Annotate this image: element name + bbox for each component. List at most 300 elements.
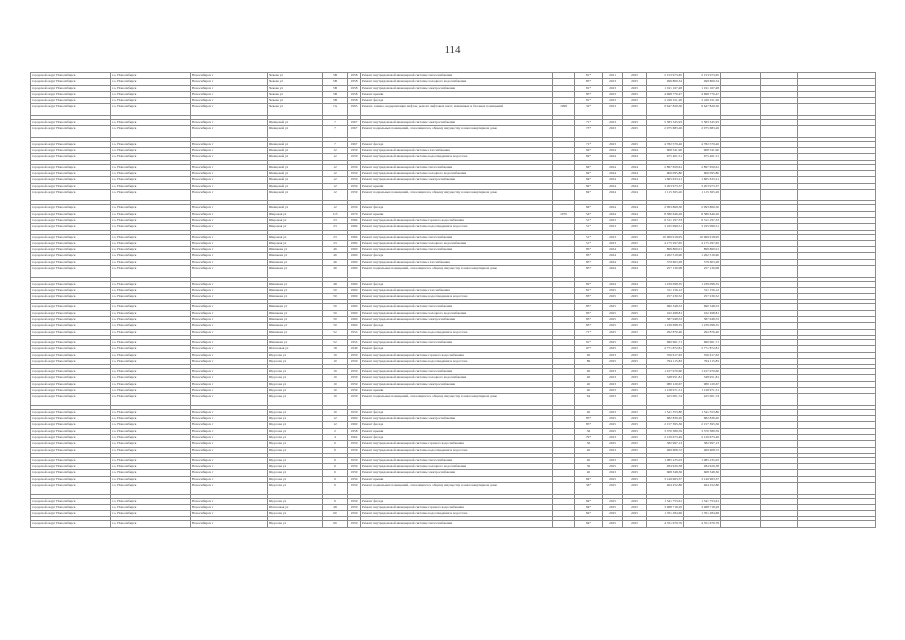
cell-cost-total: 10 969 918,95 [647,234,684,240]
cell-cost-total: 675 461,51 [647,154,684,160]
cell-year-built: 1959 [348,387,361,393]
cell-municipality: городской округ Новосибирск [31,234,111,240]
cell-district: г.о. Новосибирск [111,119,191,125]
cell-cost-fund: 668 348,36 [684,470,721,476]
cell-street: Шевцовой ул [268,141,323,147]
cell-cost-fund: 4 175 297,65 [684,240,721,246]
cell-locality: Новосибирск г [191,310,268,316]
cell-work-type: Ремонт фасада [361,498,553,504]
cell-district: г.о. Новосибирск [111,521,191,527]
cell-work-type: Ремонт фасада [361,98,553,104]
cell-street: Шишкова ул [268,253,323,259]
cell-locality: Новосибирск г [191,170,268,176]
cell-cost-total: 1 665 633,21 [647,177,684,183]
table-row [31,521,876,527]
cell-municipality: городской округ Новосибирск [31,205,111,211]
cell-end-year: 2025 [623,352,647,358]
cell-work-type: Ремонт внутридомовой инженерной системы горячего водоснабжения [361,441,553,447]
cell-municipality: городской округ Новосибирск [31,177,111,183]
cell-cost-total: 606 095,80 [647,170,684,176]
cell-cost-fund: 162 498,81 [684,310,721,316]
cell-house: 7А [323,104,348,116]
cell-locality: Новосибирск г [191,154,268,160]
cell-street: Чекова ул [268,91,323,97]
cell-street: Шевцовой ул [268,183,323,189]
cell-locality: Новосибирск г [191,211,268,217]
cell-lift-year [553,266,575,278]
cell-street: Шевцовой ул [268,119,323,125]
cell-cost-total: 4 782 579,46 [647,141,684,147]
cell-end-year: 2025 [623,470,647,476]
cell-start-year: 2023 [603,79,623,85]
cell-cost-fund: 1 239 098,35 [684,281,721,287]
cell-end-year: 2025 [623,346,647,352]
cell-wear: 85* [575,259,603,265]
cell-work-type: Ремонт фасада [361,422,553,428]
cell-wear: 51* [575,240,603,246]
cell-municipality: городской округ Новосибирск [31,434,111,440]
cell-year-built: 1995 [348,104,361,116]
cell-year-built: 1959 [348,511,361,517]
cell-cost-fund: 1 665 633,21 [684,177,721,183]
cell-street: Щорсова ул [268,409,323,415]
cell-house: 5В [323,79,348,85]
cell-district: г.о. Новосибирск [111,375,191,381]
cell-locality: Новосибирск г [191,441,268,447]
cell-work-type: Ремонт внутридомовой инженерной системы холодного водоснабжения [361,79,553,85]
cell-cost-fund: 1 191 167,48 [684,85,721,91]
cell-municipality: городской округ Новосибирск [31,287,111,293]
cell-municipality: городской округ Новосибирск [31,409,111,415]
cell-wear: 84* [575,498,603,504]
cell-wear: 83* [575,253,603,259]
cell-cost-fund: 2 129 673,49 [684,434,721,440]
cell-year-built: 1959 [348,170,361,176]
cell-district: г.о. Новосибирск [111,422,191,428]
cell-cost-fund: 425 001,74 [684,394,721,406]
cell-municipality: городской округ Новосибирск [31,148,111,154]
cell-wear: 85* [575,91,603,97]
cell-work-type: Ремонт фасада [361,434,553,440]
cell-work-type: Ремонт крыши [361,387,553,393]
cell-year-built: 1959 [348,464,361,470]
cell-municipality: городской округ Новосибирск [31,253,111,259]
cell-locality: Новосибирск г [191,91,268,97]
cell-start-year: 2023 [603,104,623,116]
cell-start-year: 2023 [603,409,623,415]
cell-cost-fund: 4 782 579,46 [684,141,721,147]
cell-house: 12 [323,177,348,183]
cell-cost-total: 8 580 646,26 [647,211,684,217]
cell-district: г.о. Новосибирск [111,447,191,453]
cell-house: 46 [323,266,348,278]
cell-district: г.о. Новосибирск [111,483,191,495]
cell-house: 60 [323,511,348,517]
cell-year-built: 1959 [348,189,361,201]
page-number: 114 [444,44,461,56]
cell-work-type: Ремонт внутридомовой инженерной системы водоотведения и водостока [361,224,553,230]
cell-empty [798,104,876,116]
cell-cost-total: 1 761 284,69 [647,511,684,517]
cell-start-year: 2025 [603,294,623,300]
cell-cost-total: 348 951,81 [647,375,684,381]
table-row [31,483,876,495]
cell-municipality: городской округ Новосибирск [31,511,111,517]
cell-locality: Новосибирск г [191,434,268,440]
cell-street: Широкая ул [268,224,323,230]
cell-year-built: 1959 [348,375,361,381]
cell-street: Шишкова ул [268,317,323,323]
cell-wear: 40 [575,470,603,476]
cell-municipality: городской округ Новосибирск [31,240,111,246]
cell-district: г.о. Новосибирск [111,85,191,91]
cell-cost-fund: 1 541 353,80 [684,409,721,415]
cell-house: 50 [323,294,348,300]
cell-start-year: 2023 [603,119,623,125]
cell-work-type: Ремонт внутридомовой инженерной системы водоотведения и водостока [361,358,553,364]
cell-locality: Новосибирск г [191,346,268,352]
cell-empty [798,266,876,278]
cell-house: 2 [323,428,348,434]
cell-work-type: Ремонт фасада [361,409,553,415]
cell-locality: Новосибирск г [191,358,268,364]
cell-house: 48 [323,281,348,287]
cell-cost-total: 1 239 098,35 [647,281,684,287]
cell-cost-fund: 348 951,81 [684,375,721,381]
cell-empty [761,521,798,527]
cell-end-year: 2025 [623,234,647,240]
cell-street: Шишкова ул [268,329,323,335]
cell-municipality: городской округ Новосибирск [31,470,111,476]
cell-cost-total: 1 262 519,90 [647,253,684,259]
cell-street: Широкая ул [268,240,323,246]
cell-district: г.о. Новосибирск [111,310,191,316]
cell-street: Щорсова ул [268,369,323,375]
cell-end-year: 2024 [623,177,647,183]
cell-end-year: 2025 [623,119,647,125]
cell-work-type: Ремонт внутридомовой инженерной системы теплоснабжения [361,521,553,527]
cell-start-year: 2024 [603,211,623,217]
cell-end-year: 2025 [623,476,647,482]
cell-end-year: 2025 [623,381,647,387]
cell-municipality: городской округ Новосибирск [31,358,111,364]
cell-locality: Новосибирск г [191,79,268,85]
cell-year-built: 1954 [348,339,361,345]
cell-wear: 85* [575,422,603,428]
cell-wear: 40 [575,369,603,375]
cell-cost-fund: 1 239 098,35 [684,323,721,329]
cell-work-type: Ремонт фасада [361,346,553,352]
cell-house: 12 [323,422,348,428]
cell-end-year: 2024 [623,154,647,160]
cell-locality: Новосибирск г [191,126,268,138]
cell-locality: Новосибирск г [191,189,268,201]
cell-district: г.о. Новосибирск [111,126,191,138]
cell-start-year: 2023 [603,457,623,463]
cell-cost-total: 908 541,90 [647,148,684,154]
cell-wear: 83* [575,304,603,310]
cell-district: г.о. Новосибирск [111,266,191,278]
cell-start-year: 2023 [603,369,623,375]
cell-start-year: 2024 [603,170,623,176]
cell-house: 18 [323,346,348,352]
cell-street: Щорсова ул [268,358,323,364]
cell-start-year: 2024 [603,164,623,170]
cell-house: 12 [323,416,348,422]
cell-cost-fund: 284 929,38 [684,464,721,470]
cell-municipality: городской округ Новосибирск [31,521,111,527]
cell-street: Шевцовой ул [268,177,323,183]
cell-wear: 36 [575,464,603,470]
cell-cost-total: 690 961,71 [647,339,684,345]
cell-house: 6 [323,464,348,470]
cell-cost-total: 1 541 353,80 [647,409,684,415]
cell-wear: 81* [575,287,603,293]
cell-year-built: 1959 [348,148,361,154]
cell-end-year: 2025 [623,104,647,116]
cell-year-built: 1949 [348,346,361,352]
cell-cost-fund: 10 969 918,95 [684,234,721,240]
cell-start-year: 2025 [603,317,623,323]
cell-locality: Новосибирск г [191,259,268,265]
cell-start-year: 2025 [603,464,623,470]
cell-district: г.о. Новосибирск [111,409,191,415]
cell-year-built: 1960 [348,323,361,329]
cell-street: Шевцовой ул [268,164,323,170]
cell-wear: 51* [575,217,603,223]
cell-municipality: городской округ Новосибирск [31,183,111,189]
cell-year-built: 1959 [348,498,361,504]
cell-street: Шевцовой ул [268,154,323,160]
cell-end-year: 2024 [623,281,647,287]
cell-cost-fund: 3 370 389,59 [684,428,721,434]
cell-lift-year: 1998 [553,104,575,116]
cell-year-built: 1959 [348,358,361,364]
cell-house: 50 [323,287,348,293]
cell-municipality: городской округ Новосибирск [31,104,111,116]
cell-street: Шишкова ул [268,281,323,287]
cell-municipality: городской округ Новосибирск [31,329,111,335]
cell-locality: Новосибирск г [191,483,268,495]
cell-district: г.о. Новосибирск [111,346,191,352]
cell-street: Шишкова ул [268,259,323,265]
cell-end-year: 2025 [623,91,647,97]
cell-cost-fund: 5 583 345,93 [684,119,721,125]
cell-year-built: 1960 [348,281,361,287]
cell-locality: Новосибирск г [191,428,268,434]
cell-start-year: 2025 [603,310,623,316]
cell-end-year: 2024 [623,170,647,176]
cell-end-year: 2025 [623,504,647,510]
cell-house: 5В [323,98,348,104]
cell-end-year: 2024 [623,189,647,201]
cell-end-year: 2025 [623,98,647,104]
cell-municipality: городской округ Новосибирск [31,346,111,352]
cell-street: Щорсова ул [268,521,323,527]
cell-end-year: 2025 [623,375,647,381]
cell-street: Шишкова ул [268,310,323,316]
cell-year-built: 1954 [348,329,361,335]
cell-work-type: Ремонт внутридомовой инженерной системы теплоснабжения [361,369,553,375]
cell-municipality: городской округ Новосибирск [31,126,111,138]
cell-wear: 85* [575,416,603,422]
cell-locality: Новосибирск г [191,339,268,345]
cell-street: Щорсова ул [268,387,323,393]
cell-work-type: Ремонт, замена, модернизация лифтов, ремонт лифтовых шахт, машинных и блочных помещений [361,104,553,116]
cell-start-year: 2025 [603,521,623,527]
cell-street: Щорсова ул [268,447,323,453]
cell-work-type: Ремонт внутридомовой инженерной системы теплоснабжения [361,247,553,253]
cell-house: 12 [323,148,348,154]
cell-wear: 40 [575,381,603,387]
cell-start-year: 2025 [603,287,623,293]
cell-end-year: 2025 [623,416,647,422]
cell-house: 12 [323,205,348,211]
cell-wear: 40 [575,387,603,393]
cell-wear: 91* [575,339,603,345]
cell-wear: 85* [575,247,603,253]
cell-cost-fund: 1 017 970,60 [684,369,721,375]
table-row [31,266,876,278]
cell-cost-fund: 9 647 829,56 [684,104,721,116]
cell-cost-total: 2 153 973,65 [647,73,684,79]
cell-end-year: 2025 [623,224,647,230]
cell-locality: Новосибирск г [191,381,268,387]
cell-start-year: 2023 [603,224,623,230]
cell-end-year: 2025 [623,434,647,440]
cell-cost-total: 2 075 683,26 [647,126,684,138]
cell-wear: 83* [575,317,603,323]
cell-wear: 79* [575,434,603,440]
cell-cost-total: 499 809,34 [647,79,684,85]
cell-cost-total: 2 157 395,36 [647,422,684,428]
cell-cost-total: 257 130,08 [647,266,684,278]
cell-street: Щорсова ул [268,511,323,517]
cell-year-built: 1959 [348,470,361,476]
cell-district: г.о. Новосибирск [111,154,191,160]
cell-cost-total: 464 252,86 [647,483,684,495]
cell-locality: Новосибирск г [191,369,268,375]
cell-year-built: 1959 [348,521,361,527]
cell-lift-year [553,394,575,406]
cell-cost-total: 4 698 770,47 [647,91,684,97]
cell-house: 23 [323,217,348,223]
cell-locality: Новосибирск г [191,323,268,329]
cell-district: г.о. Новосибирск [111,189,191,201]
cell-municipality: городской округ Новосибирск [31,211,111,217]
cell-work-type: Ремонт крыши [361,91,553,97]
cell-year-built: 1960 [348,253,361,259]
cell-wear: 81* [575,98,603,104]
cell-cost-fund: 2 771 872,81 [684,346,721,352]
cell-municipality: городской округ Новосибирск [31,170,111,176]
cell-locality: Новосибирск г [191,498,268,504]
cell-street: Щорсова ул [268,381,323,387]
cell-cost-total: 6 511 197,33 [647,217,684,223]
cell-work-type: Ремонт внутридомовой инженерной системы холодного водоснабжения [361,375,553,381]
cell-lift-year [553,521,575,527]
cell-municipality: городской округ Новосибирск [31,381,111,387]
cell-work-type: Ремонт внутридомовой инженерной системы теплоснабжения [361,457,553,463]
cell-end-year: 2025 [623,464,647,470]
cell-start-year: 2025 [603,329,623,335]
cell-lift-year [553,189,575,201]
cell-cost-fund: 682 839,20 [684,416,721,422]
cell-work-type: Ремонт внутридомовой инженерной системы электроснабжения [361,317,553,323]
cell-cost-fund: 899 860,01 [684,247,721,253]
cell-start-year: 2021 [603,73,623,79]
cell-year-built: 1958 [348,428,361,434]
cell-locality: Новосибирск г [191,476,268,482]
cell-cost-fund: 1 128 971,51 [684,387,721,393]
cell-end-year: 2025 [623,447,647,453]
cell-district: г.о. Новосибирск [111,211,191,217]
cell-start-year: 2024 [603,266,623,278]
cell-municipality: городской округ Новосибирск [31,369,111,375]
cell-district: г.о. Новосибирск [111,498,191,504]
cell-wear: 81* [575,85,603,91]
cell-house: 12 [323,154,348,160]
cell-start-year: 2024 [603,177,623,183]
cell-wear: 40 [575,457,603,463]
cell-house: 50 [323,304,348,310]
cell-work-type: Ремонт внутридомовой инженерной системы электроснабжения [361,85,553,91]
cell-locality: Новосибирск г [191,521,268,527]
cell-work-type: Ремонт внутридомовой инженерной системы горячего водоснабжения [361,504,553,510]
cell-cost-total: 1 239 098,35 [647,323,684,329]
cell-municipality: городской округ Новосибирск [31,304,111,310]
cell-year-built: 1959 [348,441,361,447]
cell-cost-fund: 1 085 235,03 [684,457,721,463]
cell-district: г.о. Новосибирск [111,464,191,470]
cell-municipality: городской округ Новосибирск [31,141,111,147]
cell-municipality: городской округ Новосибирск [31,224,111,230]
cell-house: 6 [323,470,348,476]
cell-wear: 84* [575,164,603,170]
cell-work-type: Ремонт внутридомовой инженерной системы электроснабжения [361,470,553,476]
cell-municipality: городской округ Новосибирск [31,85,111,91]
cell-work-type: Ремонт подвальных помещений, относящихся к общему имуществу в многоквартирном доме [361,126,553,138]
cell-municipality: городской округ Новосибирск [31,73,111,79]
cell-start-year: 2025 [603,498,623,504]
cell-year-built: 1967 [348,141,361,147]
cell-street: Щорсова ул [268,375,323,381]
cell-wear: 85* [575,79,603,85]
cell-end-year: 2024 [623,253,647,259]
cell-locality: Новосибирск г [191,287,268,293]
cell-lift-year [553,483,575,495]
cell-end-year: 2025 [623,294,647,300]
cell-start-year: 2025 [603,441,623,447]
cell-locality: Новосибирск г [191,164,268,170]
cell-cost-fund: 2 897 659,61 [684,164,721,170]
cell-district: г.о. Новосибирск [111,441,191,447]
table-row [31,104,876,116]
cell-wear: 83* [575,323,603,329]
cell-end-year: 2025 [623,369,647,375]
cell-district: г.о. Новосибирск [111,470,191,476]
cell-municipality: городской округ Новосибирск [31,281,111,287]
cell-wear: 40 [575,352,603,358]
cell-municipality: городской округ Новосибирск [31,217,111,223]
cell-start-year: 2023 [603,394,623,406]
cell-street: Чекова ул [268,98,323,104]
cell-cost-fund: 379 603,28 [684,259,721,265]
cell-locality: Новосибирск г [191,464,268,470]
cell-start-year: 2023 [603,85,623,91]
cell-wear: 83* [575,310,603,316]
cell-cost-fund: 2 093 869,50 [684,205,721,211]
